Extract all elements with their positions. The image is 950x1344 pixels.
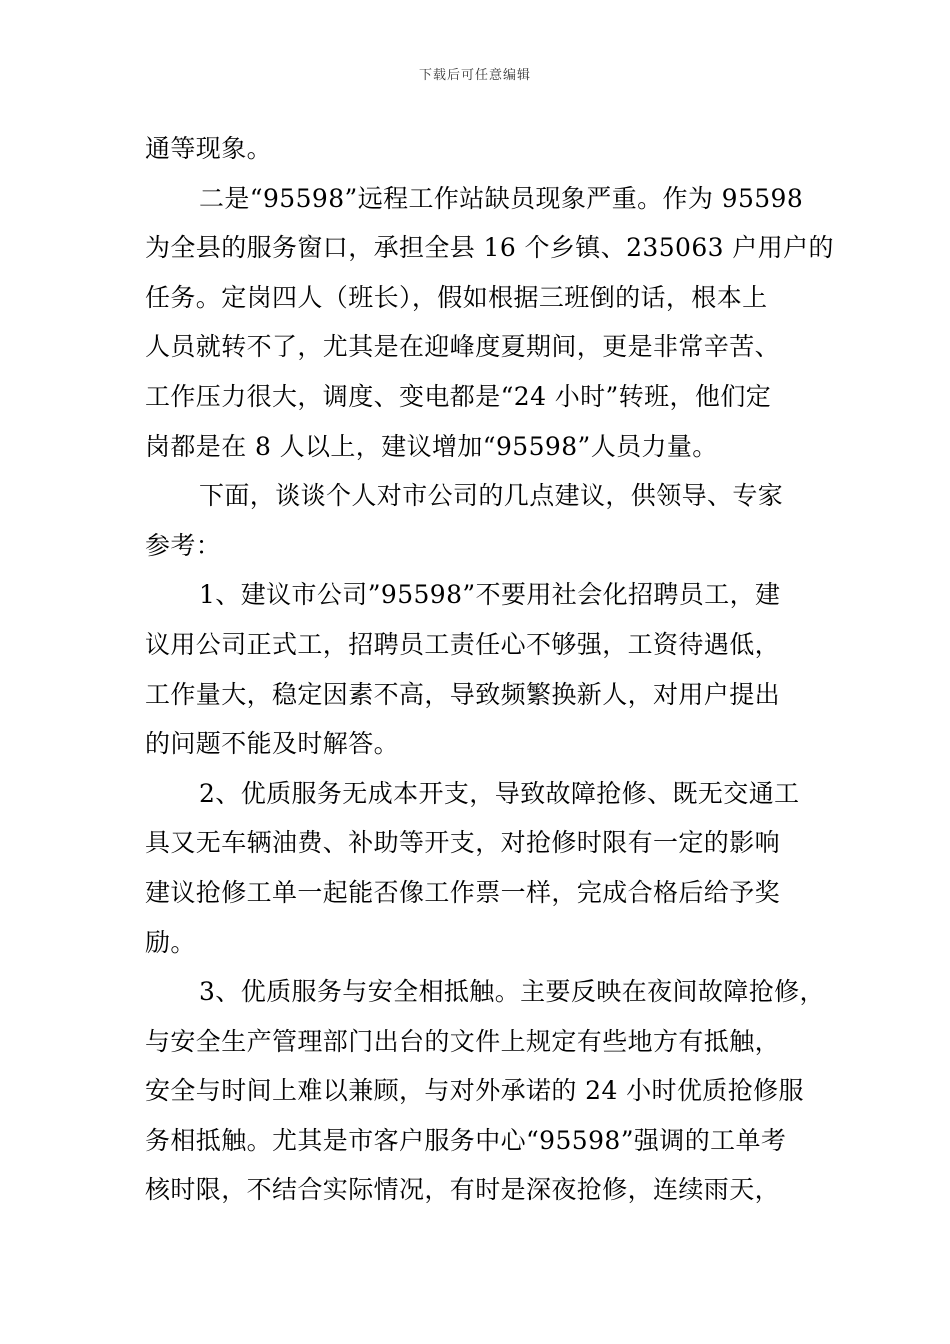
text-line: 参考： xyxy=(145,530,222,560)
paragraph-first-line: 1、建议市公司”95598”不要用社会化招聘员工，建 xyxy=(199,580,781,610)
text-line: 建议抢修工单一起能否像工作票一样，完成合格后给予奖 xyxy=(145,877,781,907)
paragraph-first-line: 二是“95598”远程工作站缺员现象严重。作为 95598 xyxy=(199,183,804,213)
text-line: 工作量大，稳定因素不高，导致频繁换新人，对用户提出 xyxy=(145,679,781,709)
text-line: 人员就转不了，尤其是在迎峰度夏期间，更是非常辛苦、 xyxy=(145,332,781,362)
text-line: 励。 xyxy=(145,927,196,957)
text-line: 与安全生产管理部门出台的文件上规定有些地方有抵触， xyxy=(145,1026,781,1056)
text-line: 岗都是在 8 人以上，建议增加“95598”人员力量。 xyxy=(145,431,718,461)
text-line: 安全与时间上难以兼顾，与对外承诺的 24 小时优质抢修服 xyxy=(145,1076,804,1106)
text-line: 议用公司正式工，招聘员工责任心不够强，工资待遇低， xyxy=(145,629,781,659)
page-header: 下载后可任意编辑 xyxy=(418,68,531,83)
paragraph-first-line: 3、优质服务与安全相抵触。主要反映在夜间故障抢修， xyxy=(199,977,825,1007)
paragraph-first-line: 2、优质服务无成本开支，导致故障抢修、既无交通工 xyxy=(199,778,800,808)
text-line: 务相抵触。尤其是市客户服务中心“95598”强调的工单考 xyxy=(145,1125,787,1155)
text-line: 通等现象。 xyxy=(145,134,273,163)
text-line: 为全县的服务窗口，承担全县 16 个乡镇、235063 户用户的 xyxy=(145,233,834,263)
text-line: 任务。定岗四人（班长），假如根据三班倒的话，根本上 xyxy=(145,282,768,312)
text-line: 工作压力很大，调度、变电都是“24 小时”转班，他们定 xyxy=(145,381,772,411)
text-line: 核时限，不结合实际情况，有时是深夜抢修，连续雨天， xyxy=(145,1175,781,1205)
text-line: 具又无车辆油费、补助等开支，对抢修时限有一定的影响 xyxy=(145,828,781,858)
document-body xyxy=(145,124,834,1215)
paragraph-first-line: 下面，谈谈个人对市公司的几点建议，供领导、专家 xyxy=(199,481,784,511)
text-line: 的问题不能及时解答。 xyxy=(145,729,400,759)
